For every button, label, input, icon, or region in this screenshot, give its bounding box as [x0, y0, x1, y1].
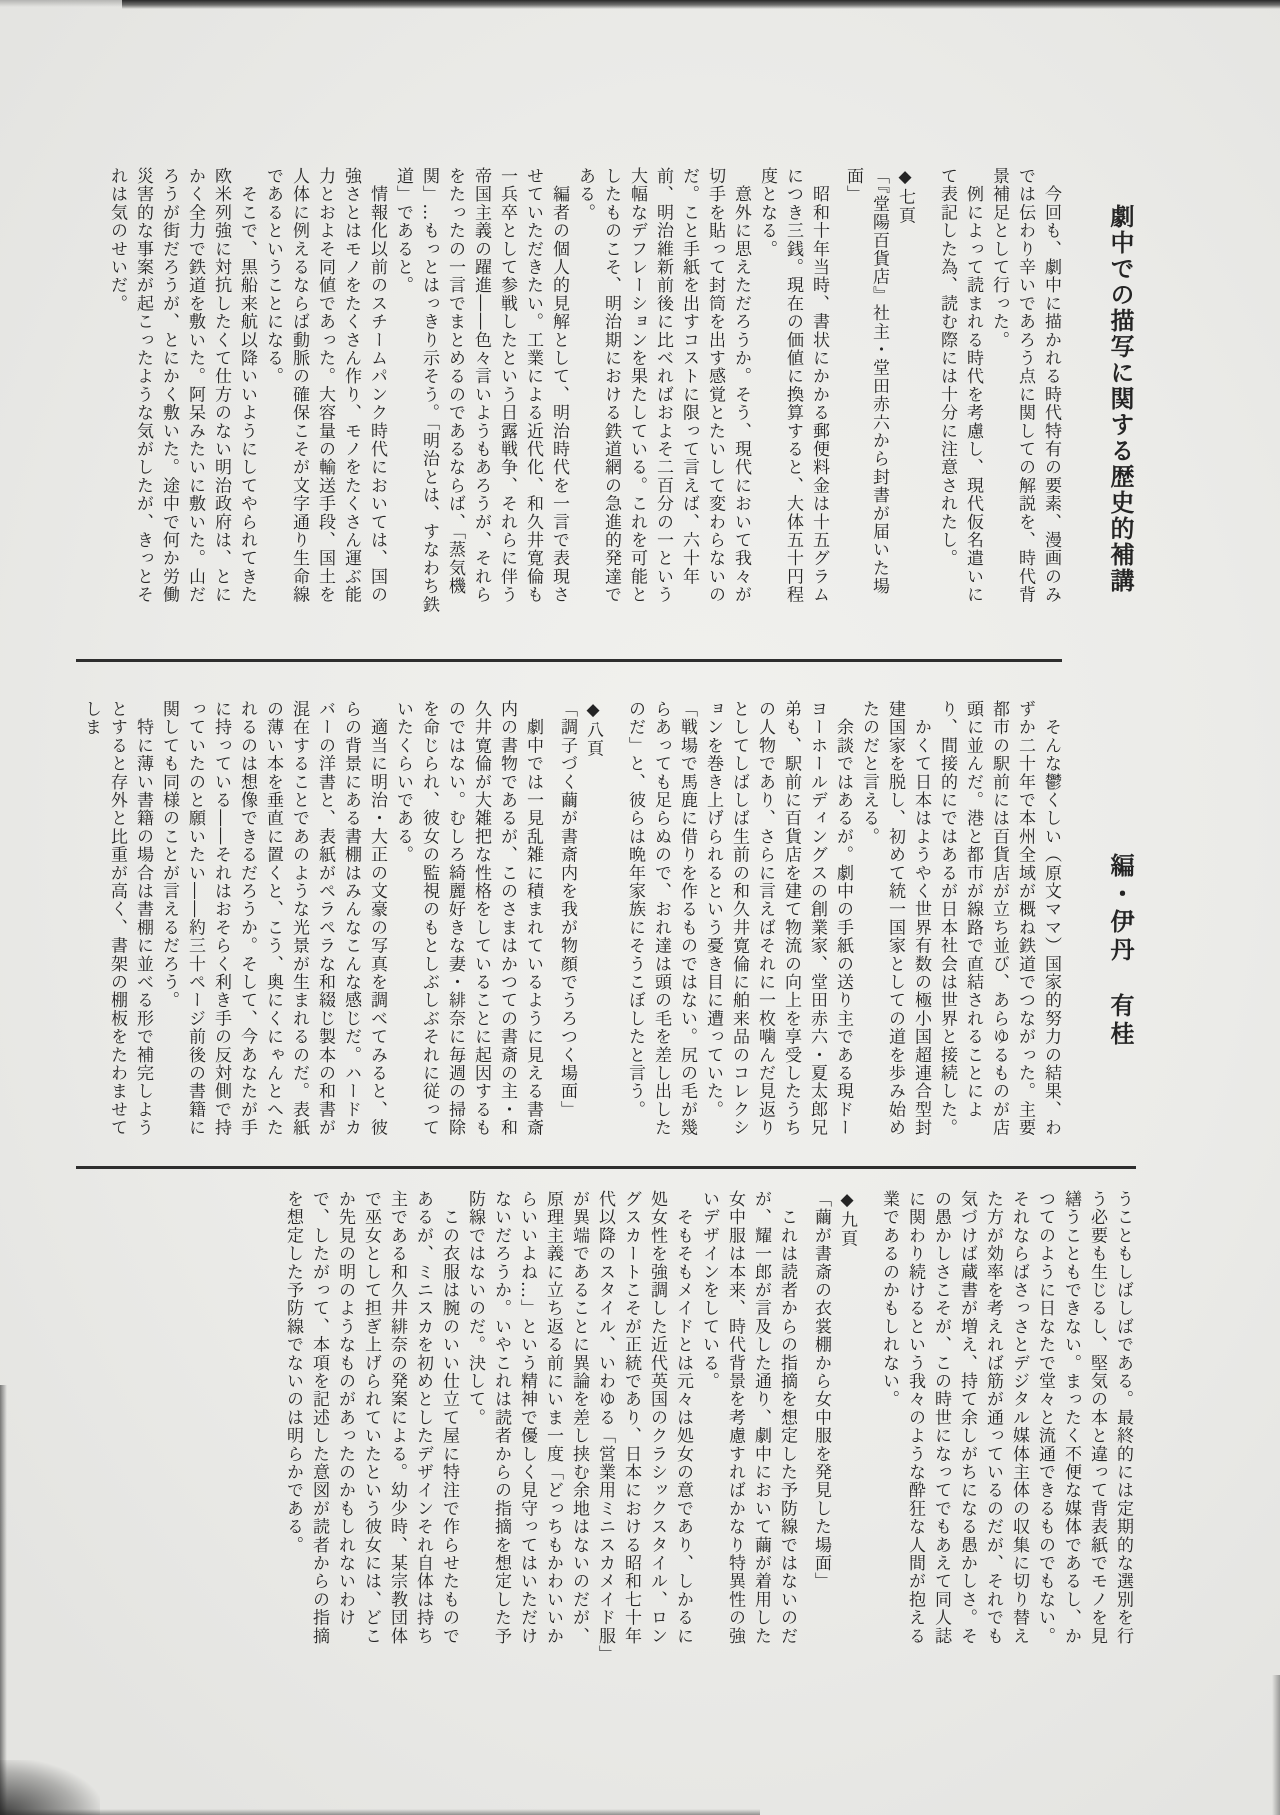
scan-edge-artifact	[0, 0, 122, 7]
paragraph: そこで、黒船来航以降いいようにしてやられてきた欧米列強に対抗したくて仕方のない明治政府は、とにかく全力で鉄道を敷いた。阿呆みたいに敷いた。山だろうが街だろうが、とにかく敷いた。途中で何か労働災害的な事案が起こったような気がしたが、きっとそれは気のせいだ。	[107, 167, 257, 604]
section-heading-page8: 「調子づく繭が書斎内を我が物顔でうろつく場面」	[557, 700, 577, 1119]
section-marker-page7: ◆七頁	[895, 167, 915, 225]
paragraph: これは読者からの指摘を想定した予防線ではないのだが、耀一郎が言及した通り、劇中において繭が着用した女中服は本来、時代背景を考慮すればかなり特異性の強いデザインをしている。	[699, 1190, 797, 1645]
paragraph: 余談ではあるが。劇中の手紙の送り主である現ドーヨーホールディングスの創業家、堂田赤六・夏太郎兄弟も、駅前に百貨店を建て物流の向上を享受したうちの人物であり、さらに言えばそれに一枚噛んだ見返りとしてしばしば生前の和久井寛倫に舶来品のコレクションを巻き上げられるという憂き目に遭っていた。	[703, 700, 853, 1137]
text-band-bottom	[70, 1190, 1136, 1656]
scan-edge-artifact	[0, 1809, 760, 1815]
paragraph: 意外に思えただろうか。そう、現代において我々が切手を貼って封筒を出す感覚とたいして変わらないのだ。こと手紙を出すコストに限って言えば、六十年前、明治維新前後に比べればおよそ二百分の一という大幅なデフレーションを果たしている。これを可能としたものこそ、明治期における鉄道網の急進的発達である。	[575, 167, 751, 604]
section-heading-page7: 「『堂陽百貨店』社主・堂田赤六から封書が届いた場面」	[843, 167, 889, 596]
paragraph: 例によって読まれる時代を考慮し、現代仮名遣いにて表記した為、読む際には十分に注意されたし。	[937, 167, 983, 604]
page-title: 劇中での描写に関する歴史的補講	[1106, 204, 1135, 594]
scan-edge-artifact	[0, 1760, 100, 1815]
paragraph: 昭和十年当時、書状にかかる郵便料金は十五グラムにつき三銭。現在の価値に換算すると、大体五十円程度となる。	[757, 167, 829, 604]
scan-edge-artifact	[0, 1385, 7, 1815]
section-divider	[76, 659, 1062, 662]
text-band-middle	[70, 700, 1064, 1152]
section-divider	[76, 1166, 1136, 1169]
scan-edge-artifact	[122, 0, 1280, 9]
paragraph: 適当に明治・大正の文豪の写真を調べてみると、彼らの背景にある書棚はみんなこんな感じだ。ハードカバーの洋書と、表紙がペラペラな和綴じ製本の和書が混在することであのような光景が生まれるのだ。表紙の薄い本を垂直に置くと、こう、奥にくにゃんとへたれるのは想像できるだろうか。そして、今あなたが手に持っている――それはおそらく利き手の反対側で持っていたのと願いたい――約三十ページ前後の書籍に関しても同様のことが言えるだろう。	[159, 700, 387, 1137]
scan-edge-artifact	[1272, 1675, 1280, 1815]
paragraph: 編者の個人的見解として、明治時代を一言で表現させていただきたい。工業による近代化、和久井寛倫も一兵卒として参戦したという日露戦争、それらに伴う帝国主義の躍進――色々言いようもあろうが、それらをたったの一言でまとめるのであるならば、「蒸気機関」…もっとはっきり示そう。「明治とは、すなわち鉄道」であると。	[393, 167, 569, 614]
author-credit: 編・伊丹 有桂	[1106, 853, 1135, 1049]
paragraph: 今回も、劇中に描かれる時代特有の要素、漫画のみでは伝わり辛いであろう点に関しての解説を、時代背景補足として行った。	[989, 167, 1061, 604]
paragraph: そんな鬱くしい（原文ママ）国家的努力の結果、わずか二十年で本州全域が概ね鉄道でつながった。主要都市の駅前には百貨店が立ち並び、あらゆるものが店頭に並んだ。港と都市が線路で直結されることにより、間接的にではあるが日本社会は世界と接続した。	[937, 700, 1061, 1137]
quote-paragraph: 「戦場で馬鹿に借りを作るものではない。尻の毛が幾らあっても足らぬので、おれ達は頭の毛を差し出したのだ」と、彼らは晩年家族にそうこぼしたと言う。	[625, 700, 697, 1137]
paragraph: 劇中では一見乱雑に積まれているように見える書斎内の書物であるが、このさまはかつての書斎の主・和久井寛倫が大雑把な性格をしていることに起因するものではない。むしろ綺麗好きな妻・緋奈に毎週の掃除を命じられ、彼女の監視のもとしぶしぶそれに従っていたくらいである。	[393, 700, 543, 1137]
paragraph: 特に薄い書籍の場合は書棚に並べる形で補完しようとすると存外と比重が高く、書架の棚板をたわませてしま	[81, 700, 153, 1137]
section-marker-page8: ◆八頁	[583, 700, 603, 758]
paragraph: そもそもメイドとは元々は処女の意であり、しかるに処女性を強調した近代英国のクラシックスタイル、ロングスカートこそが正統であり、日本における昭和七十年代以降のスタイル、いわゆる「営業用ミニスカメイド服」が異端であることに異論を差し挟む余地はないのだが、原理主義に立ち返る前にいま一度「どっちもかわいいからいいよね…」という精神で優しく見守ってはいただけないだろうか。いやこれは読者からの指摘を想定した予防線ではないのだ。決して。	[465, 1190, 693, 1655]
paragraph-continuation: うこともしばしばである。最終的には定期的な選別を行う必要も生じるし、堅気の本と違って背表紙でモノを見繕うこともできない。まったく不便な媒体であるし、かつてのように日なたで堂々と流通できるものでもない。それならばさっさとデジタル媒体主体の収集に切り替えた方が効率を考えれば筋が通っているのだが、それでも気づけば蔵書が増え、持て余しがちになる愚かしさ。その愚かしさこそが、この時世になってでもあえて同人誌に関わり続けるという我々のような酔狂な人間が抱える業であるのかもしれない。	[879, 1190, 1133, 1645]
text-band-top	[70, 167, 1064, 619]
paragraph: かくて日本はようやく世界有数の極小国超連合型封建国家を脱し、初めて統一国家としての道を歩み始めたのだと言える。	[859, 700, 931, 1137]
paragraph: 情報化以前のスチームパンク時代においては、国の強さとはモノをたくさん作り、モノをたくさん運ぶ能力とおよそ同値であった。大容量の輸送手段、国土を人体に例えるならば動脈の確保こそが文字通り生命線であるということになる。	[263, 167, 387, 604]
paragraph: この衣服は腕のいい仕立て屋に特注で作らせたものであるが、ミニスカを初めとしたデザインそれ自体は持ち主である和久井緋奈の発案による。幼少時、某宗教団体で巫女として担ぎ上げられていたという彼女には、どこか先見の明のようなものがあったのかもしれないわけで、したがって、本項を記述した意図が読者からの指摘を想定した予防線でないのは明らかである。	[283, 1190, 459, 1645]
section-marker-page9: ◆九頁	[837, 1190, 857, 1248]
section-heading-page9: 「繭が書斎の衣裳棚から女中服を発見した場面」	[811, 1190, 831, 1591]
